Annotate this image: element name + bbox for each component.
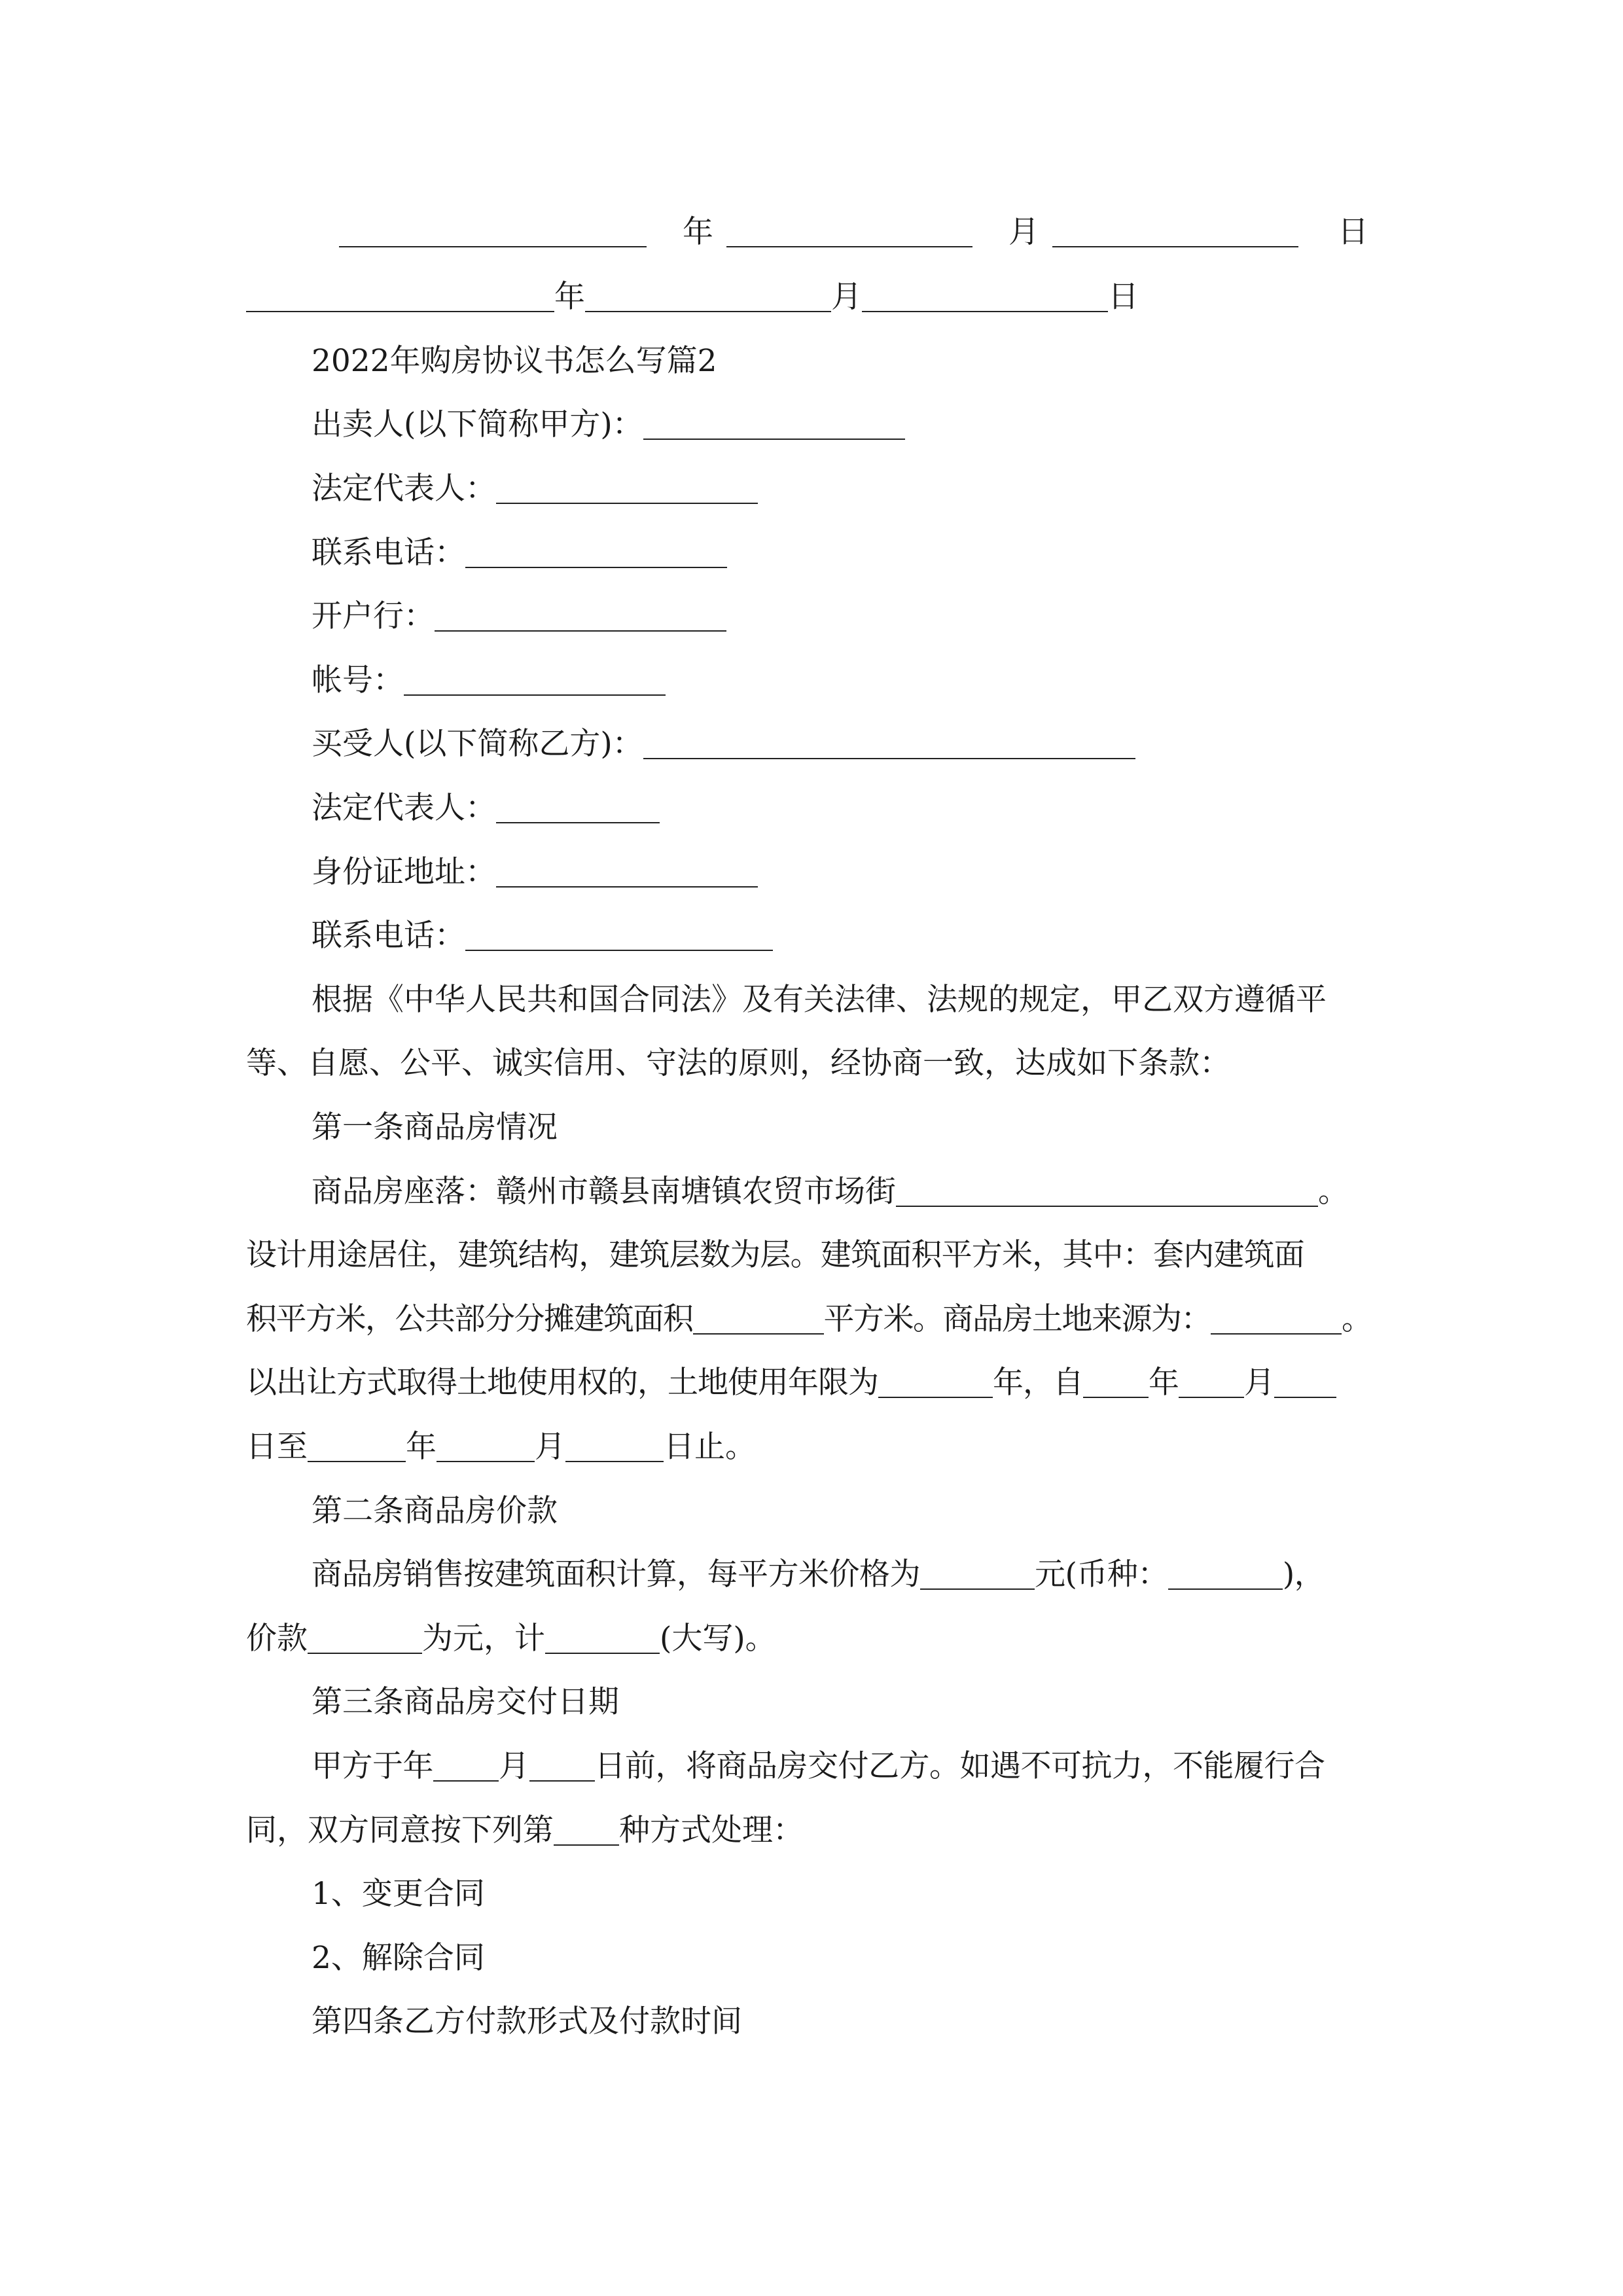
buyer-label: 买受人(以下简称乙方)： — [312, 726, 643, 762]
article2-line-1: 商品房销售按建筑面积计算，每平方米价格为 元(币种： )， — [312, 1556, 1325, 1592]
date2-day-blank[interactable] — [862, 281, 1108, 312]
date2-year-label: 年 — [554, 279, 585, 315]
shared-area-blank[interactable] — [693, 1303, 824, 1335]
date-month-label: 月 — [1008, 214, 1039, 250]
currency-blank[interactable] — [1168, 1558, 1283, 1590]
article1-line-4: 以出让方式取得土地使用权的，土地使用年限为 年，自 年 月 — [246, 1359, 1336, 1398]
buyer-rep-blank[interactable] — [496, 792, 660, 823]
article1-line-2: 设计用途居住，建筑结构，建筑层数为层。建筑面积平方米，其中：套内建筑面 — [246, 1237, 1304, 1273]
buyer-rep-label: 法定代表人： — [312, 790, 496, 826]
buyer-phone-label: 联系电话： — [312, 918, 465, 954]
buyer-line — [312, 720, 1135, 762]
date-day-blank[interactable] — [1052, 216, 1298, 247]
delivery-day-blank[interactable] — [529, 1750, 595, 1782]
article3-option-2: 2、解除合同 — [312, 1940, 485, 1976]
seller-line — [312, 401, 905, 440]
article4-heading: 第四条乙方付款形式及付款时间 — [312, 2003, 742, 2039]
buyer-id-line — [312, 848, 758, 888]
seller-bank-label: 开户行： — [312, 598, 435, 634]
buyer-id-blank[interactable] — [496, 856, 758, 888]
seller-phone-line — [312, 529, 727, 571]
seller-account-blank[interactable] — [404, 664, 666, 696]
article2-line-2: 价款 为元，计 (大写)。 — [246, 1621, 776, 1657]
land-from-month-blank[interactable] — [1179, 1367, 1244, 1398]
article1-line-1: 商品房座落：赣州市赣县南塘镇农贸市场街 。 — [312, 1174, 1349, 1210]
date-year-blank[interactable] — [339, 216, 647, 247]
land-years-blank[interactable] — [878, 1367, 993, 1398]
land-from-year-blank[interactable] — [1083, 1367, 1149, 1398]
date2-month-label: 月 — [831, 279, 862, 315]
seller-bank-line — [312, 592, 726, 632]
seller-account-label: 帐号： — [312, 662, 404, 698]
delivery-month-blank[interactable] — [433, 1750, 499, 1782]
land-to-month-blank[interactable] — [437, 1431, 535, 1462]
buyer-blank[interactable] — [643, 728, 1135, 759]
article3-line-2: 同，双方同意按下列第 种方式处理： — [246, 1812, 804, 1848]
buyer-phone-line — [312, 912, 773, 954]
total-price-blank[interactable] — [308, 1623, 422, 1654]
seller-phone-blank[interactable] — [465, 537, 727, 568]
buyer-id-label: 身份证地址： — [312, 854, 496, 890]
article3-line-1: 甲方于年 月 日前，将商品房交付乙方。如遇不可抗力，不能履行合 — [312, 1748, 1325, 1784]
seller-rep-blank[interactable] — [496, 473, 758, 504]
seller-rep-line — [312, 465, 758, 507]
date-line-2 — [246, 273, 1139, 315]
unit-price-blank[interactable] — [920, 1558, 1035, 1590]
seller-bank-blank[interactable] — [435, 600, 726, 632]
seller-account-line — [312, 656, 666, 696]
address-blank[interactable] — [896, 1175, 1318, 1207]
article1-line-5: 日至 年 月 日止。 — [246, 1429, 756, 1465]
article1-line-3: 积平方米，公共部分分摊建筑面积 平方米。商品房土地来源为： 。 — [246, 1301, 1372, 1337]
date-year-label: 年 — [683, 214, 713, 250]
seller-phone-label: 联系电话： — [312, 535, 465, 571]
buyer-phone-blank[interactable] — [465, 920, 773, 951]
article3-heading: 第三条商品房交付日期 — [312, 1684, 619, 1720]
land-to-year-blank[interactable] — [308, 1431, 406, 1462]
preamble-line-1: 根据《中华人民共和国合同法》及有关法律、法规的规定，甲乙双方遵循平 — [312, 982, 1327, 1018]
land-source-blank[interactable] — [1211, 1303, 1342, 1335]
seller-blank[interactable] — [643, 408, 905, 440]
date2-day-label: 日 — [1108, 279, 1139, 315]
land-from-day-blank[interactable] — [1274, 1367, 1336, 1398]
date-line-1 — [339, 208, 1368, 250]
preamble-line-2: 等、自愿、公平、诚实信用、守法的原则，经协商一致，达成如下条款： — [246, 1045, 1230, 1081]
date-month-blank[interactable] — [726, 216, 972, 247]
article3-option-1: 1、变更合同 — [312, 1876, 485, 1912]
date-day-label: 日 — [1338, 214, 1368, 250]
land-to-day-blank[interactable] — [565, 1431, 664, 1462]
seller-label: 出卖人(以下简称甲方)： — [312, 406, 643, 442]
article2-heading: 第二条商品房价款 — [312, 1493, 558, 1529]
date2-year-blank[interactable] — [246, 281, 554, 312]
doc-title: 2022年购房协议书怎么写篇2 — [312, 343, 717, 379]
seller-rep-label: 法定代表人： — [312, 471, 496, 507]
handling-option-blank[interactable] — [554, 1814, 619, 1846]
article1-heading: 第一条商品房情况 — [312, 1109, 558, 1145]
date2-month-blank[interactable] — [585, 281, 831, 312]
total-price-words-blank[interactable] — [545, 1623, 660, 1654]
buyer-rep-line — [312, 784, 660, 826]
